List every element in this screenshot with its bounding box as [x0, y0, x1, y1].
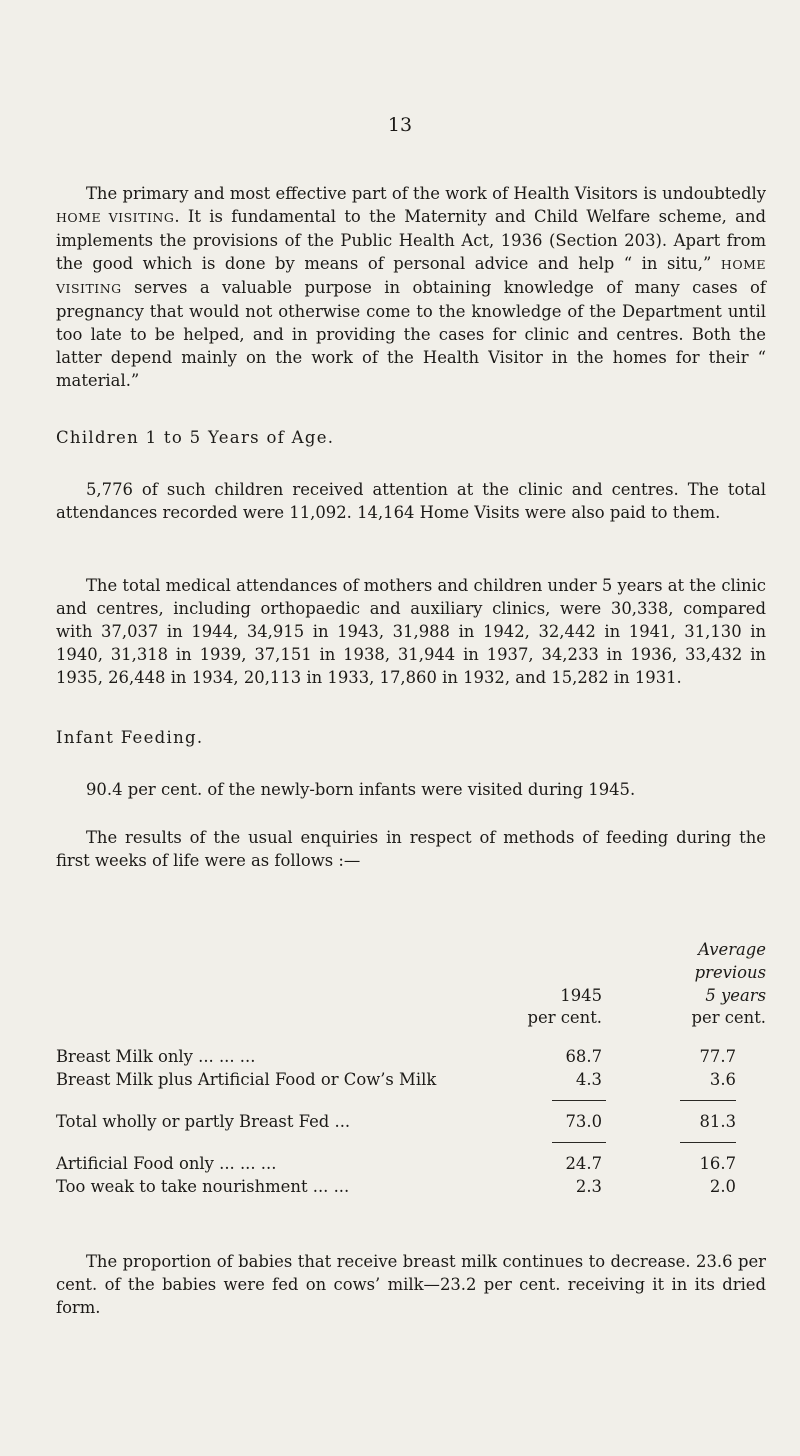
intro-text-2: . It is fundamental to the Maternity and Child Welfare scheme, and implements the provisions of the Public Health Act, 1936 (Section 203). Apart from the good which is done by means of personal advice and help “ in situ,” [56, 207, 766, 273]
intro-text-3: serves a valuable purpose in obtaining knowledge of many cases of pregnancy that would not otherwise come to the knowledge of the Department until too late to be helped, and in providing the cases for clinic and centres. Both the latter depend mainly on the work of the Health Visitor in the homes for their “ material.” [56, 278, 766, 390]
closing-paragraph [56, 1250, 766, 1319]
intro-paragraph [56, 182, 766, 392]
table-row-label: Breast Milk only ... ... ... [56, 1047, 256, 1066]
feeding-table [56, 940, 766, 1268]
subtotal-rule-average [680, 1100, 736, 1101]
table-row-label: Total wholly or partly Breast Fed ... [56, 1112, 351, 1131]
total-rule-average [680, 1142, 736, 1143]
infants-visited-paragraph [56, 778, 766, 801]
table-cell-1945: 68.7 [565, 1047, 602, 1066]
table-cell-average: 16.7 [699, 1154, 736, 1173]
col-1945-year: 1945 [560, 986, 602, 1005]
children-attention-text: 5,776 of such children received attention at the clinic and centres. The total attendances recorded were 11,092. 14,164 Home Visits were also paid to them. [56, 480, 766, 522]
col-average-years: 5 years [705, 986, 766, 1005]
closing-text: The proportion of babies that receive breast milk continues to decrease. 23.6 per cent. of the babies were fed on cows’ milk—23.2 per cent. receiving it in its dried form. [56, 1252, 766, 1317]
page-number: 13 [387, 114, 413, 136]
table-row-label: Artificial Food only ... ... ... [56, 1154, 277, 1173]
intro-text-1: The primary and most effective part of the work of Health Visitors is undoubtedly [86, 184, 766, 203]
table-cell-1945: 4.3 [575, 1070, 602, 1089]
col-average-unit: per cent. [691, 1008, 766, 1027]
section-heading-infant-feeding: Infant Feeding. [56, 728, 204, 747]
section-heading-children: Children 1 to 5 Years of Age. [56, 428, 335, 447]
col-average-label: Average [698, 940, 766, 959]
table-row-label: Too weak to take nourishment ... ... [56, 1177, 350, 1196]
subtotal-rule-1945 [552, 1100, 606, 1101]
table-cell-1945: 24.7 [565, 1154, 602, 1173]
infants-visited-text: 90.4 per cent. of the newly-born infants were visited during 1945. [86, 780, 636, 799]
col-1945-unit: per cent. [527, 1008, 602, 1027]
table-cell-1945: 73.0 [565, 1112, 602, 1131]
table-cell-average: 2.0 [709, 1177, 736, 1196]
children-attention-paragraph [56, 478, 766, 524]
home-visiting-term-2: HOME VISITING [56, 257, 766, 296]
medical-attendances-text: The total medical attendances of mothers and children under 5 years at the clinic and centres, including orthopaedic and auxiliary clinics, were 30,338, compared with 37,037 in 1944, 34,915 in 1943, 31,988 in 1942, 32,442 in 1941, 31,130 in 1940, 31,318 in 1939, 37,151 in 1938, 31,944 in 1937, 34,233 in 1936, 33,432 in 1935, 26,448 in 1934, 20,113 in 1933, 17,860 in 1932, and 15,282 in 1931. [56, 576, 766, 687]
feeding-enquiries-paragraph [56, 826, 766, 872]
medical-attendances-paragraph [56, 574, 766, 689]
table-cell-average: 77.7 [699, 1047, 736, 1066]
table-cell-average: 3.6 [709, 1070, 736, 1089]
total-rule-1945 [552, 1142, 606, 1143]
table-cell-1945: 2.3 [575, 1177, 602, 1196]
table-cell-average: 81.3 [699, 1112, 736, 1131]
col-average-previous: previous [694, 963, 766, 982]
feeding-enquiries-text: The results of the usual enquiries in respect of methods of feeding during the first weeks of life were as follows :— [56, 828, 766, 870]
table-row-label: Breast Milk plus Artificial Food or Cow’s Milk [56, 1070, 437, 1089]
home-visiting-term-1: HOME VISITING [56, 210, 175, 225]
